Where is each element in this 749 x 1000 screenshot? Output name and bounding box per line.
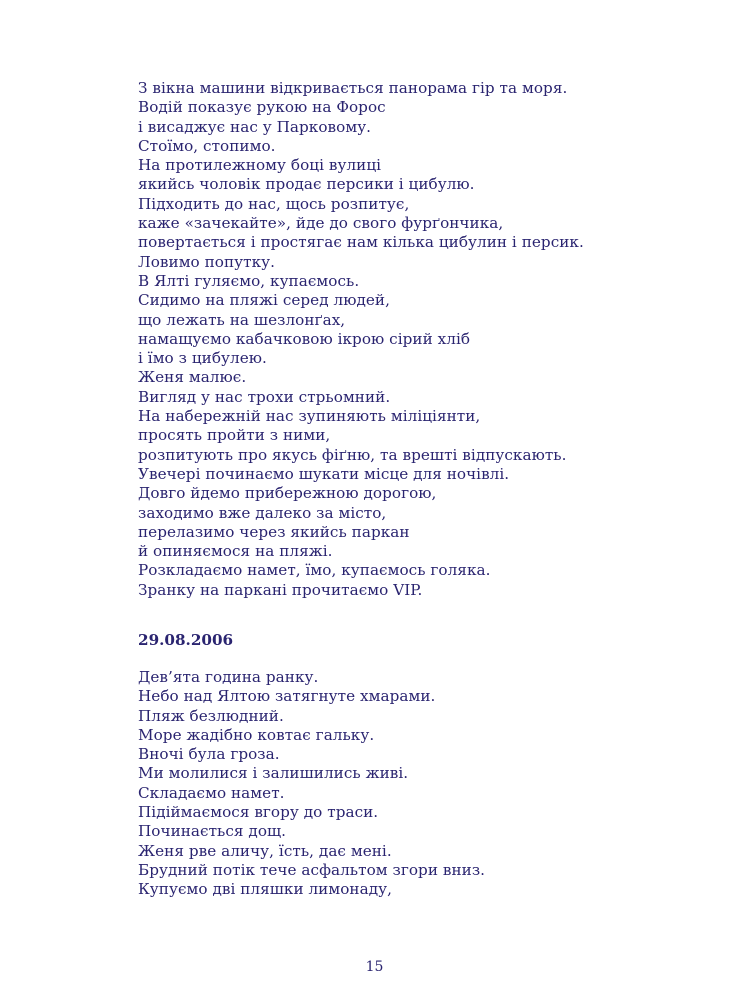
poem-stanza-2 xyxy=(138,668,485,900)
text-line: Сидимо на пляжі серед людей, xyxy=(138,291,390,310)
text-line: Дев’ята година ранку. xyxy=(138,668,319,686)
text-line: На набережній нас зупиняють міліціянти, xyxy=(138,407,481,426)
text-line: Ми молилися і залишились живі. xyxy=(138,764,409,783)
text-line: що лежать на шезлонґах, xyxy=(138,310,346,329)
poem-stanza-1 xyxy=(138,79,584,600)
date-heading: 29.08.2006 xyxy=(138,631,234,649)
text-line: розпитують про якусь фіґню, та врешті відпускають. xyxy=(138,445,567,464)
text-line: Увечері починаємо шукати місце для ночівлі. xyxy=(138,464,510,483)
text-line: і висаджує нас у Парковому. xyxy=(138,117,372,136)
page-number: 15 xyxy=(365,959,384,975)
text-line: Складаємо намет. xyxy=(138,783,285,802)
text-line: З вікна машини відкривається панорама гір та моря. xyxy=(138,79,568,97)
text-line: просять пройти з ними, xyxy=(138,426,331,445)
text-line: й опиняємося на пляжі. xyxy=(138,542,333,561)
text-line: Вигляд у нас трохи стрьомний. xyxy=(138,387,391,406)
text-line: Вночі була гроза. xyxy=(138,745,280,764)
text-line: Довго йдемо прибережною дорогою, xyxy=(138,484,437,503)
text-line: Ловимо попутку. xyxy=(138,252,276,271)
text-line: Стоїмо, стопимо. xyxy=(138,136,276,155)
text-line: заходимо вже далеко за місто, xyxy=(138,503,387,522)
text-line: повертається і простягає нам кілька цибулин і персик. xyxy=(138,233,584,252)
text-line: і їмо з цибулею. xyxy=(138,349,267,368)
text-line: Море жадібно ковтає гальку. xyxy=(138,725,375,744)
text-line: Пляж безлюдний. xyxy=(138,706,284,725)
text-line: якийсь чоловік продає персики і цибулю. xyxy=(138,175,475,194)
text-line: Підіймаємося вгору до траси. xyxy=(138,803,379,822)
text-line: Водій показує рукою на Форос xyxy=(138,98,386,117)
text-line: каже «зачекайте», йде до свого фурґончика, xyxy=(138,214,504,233)
text-line: Зранку на паркані прочитаємо VIP. xyxy=(138,580,423,599)
text-line: Купуємо дві пляшки лимонаду, xyxy=(138,880,392,899)
text-line: Женя малює. xyxy=(138,368,247,387)
text-line: Небо над Ялтою затягнуте хмарами. xyxy=(138,687,436,706)
text-line: На протилежному боці вулиці xyxy=(138,156,382,175)
text-line: намащуємо кабачковою ікрою сірий хліб xyxy=(138,329,471,348)
text-line: перелазимо через якийсь паркан xyxy=(138,522,410,541)
text-line: Женя рве аличу, їсть, дає мені. xyxy=(138,841,392,860)
text-line: Підходить до нас, щось розпитує, xyxy=(138,194,410,213)
text-line: В Ялті гуляємо, купаємось. xyxy=(138,271,360,290)
text-line: Розкладаємо намет, їмо, купаємось голяка. xyxy=(138,561,491,580)
text-line: Брудний потік тече асфальтом згори вниз. xyxy=(138,860,486,879)
text-line: Починається дощ. xyxy=(138,822,287,841)
